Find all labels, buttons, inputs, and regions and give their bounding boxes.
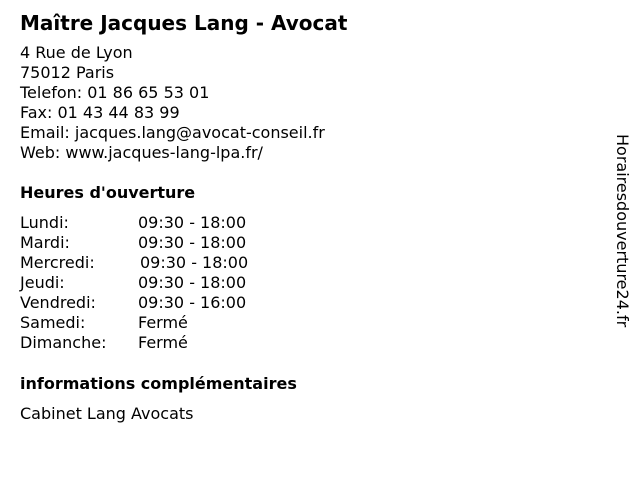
- street-text: 4 Rue de Lyon: [20, 43, 133, 62]
- city-text: 75012 Paris: [20, 63, 115, 82]
- time-value: 09:30 - 18:00: [138, 273, 247, 292]
- day-label: Jeudi:: [20, 273, 65, 292]
- time-value: 09:30 - 18:00: [138, 213, 247, 232]
- info-heading: informations complémentaires: [20, 374, 297, 393]
- page-title: Maître Jacques Lang - Avocat: [20, 11, 348, 35]
- time-value: 09:30 - 16:00: [138, 293, 247, 312]
- day-label: Vendredi:: [20, 293, 96, 312]
- day-label: Dimanche:: [20, 333, 107, 352]
- web-text: Web: www.jacques-lang-lpa.fr/: [20, 143, 263, 162]
- time-value: 09:30 - 18:00: [140, 253, 249, 272]
- info-text: Cabinet Lang Avocats: [20, 404, 194, 423]
- hours-row-thursday: [20, 273, 320, 293]
- hours-row-monday: [20, 213, 320, 233]
- day-label: Mardi:: [20, 233, 70, 252]
- email-text: Email: jacques.lang@avocat-conseil.fr: [20, 123, 325, 142]
- time-value: Fermé: [138, 313, 188, 332]
- fax-text: Fax: 01 43 44 83 99: [20, 103, 180, 122]
- phone-text: Telefon: 01 86 65 53 01: [20, 83, 210, 102]
- watermark-text: Horairesdouverture24.fr: [613, 134, 632, 328]
- hours-row-wednesday: [20, 253, 320, 273]
- hours-row-friday: [20, 293, 320, 313]
- hours-table: [20, 213, 320, 353]
- hours-row-sunday: [20, 333, 320, 353]
- hours-row-tuesday: [20, 233, 320, 253]
- hours-row-saturday: [20, 313, 320, 333]
- address-block: [20, 43, 325, 163]
- time-value: 09:30 - 18:00: [138, 233, 247, 252]
- watermark: [610, 134, 634, 374]
- day-label: Mercredi:: [20, 253, 95, 272]
- hours-heading: Heures d'ouverture: [20, 183, 196, 202]
- time-value: Fermé: [138, 333, 188, 352]
- day-label: Lundi:: [20, 213, 69, 232]
- day-label: Samedi:: [20, 313, 86, 332]
